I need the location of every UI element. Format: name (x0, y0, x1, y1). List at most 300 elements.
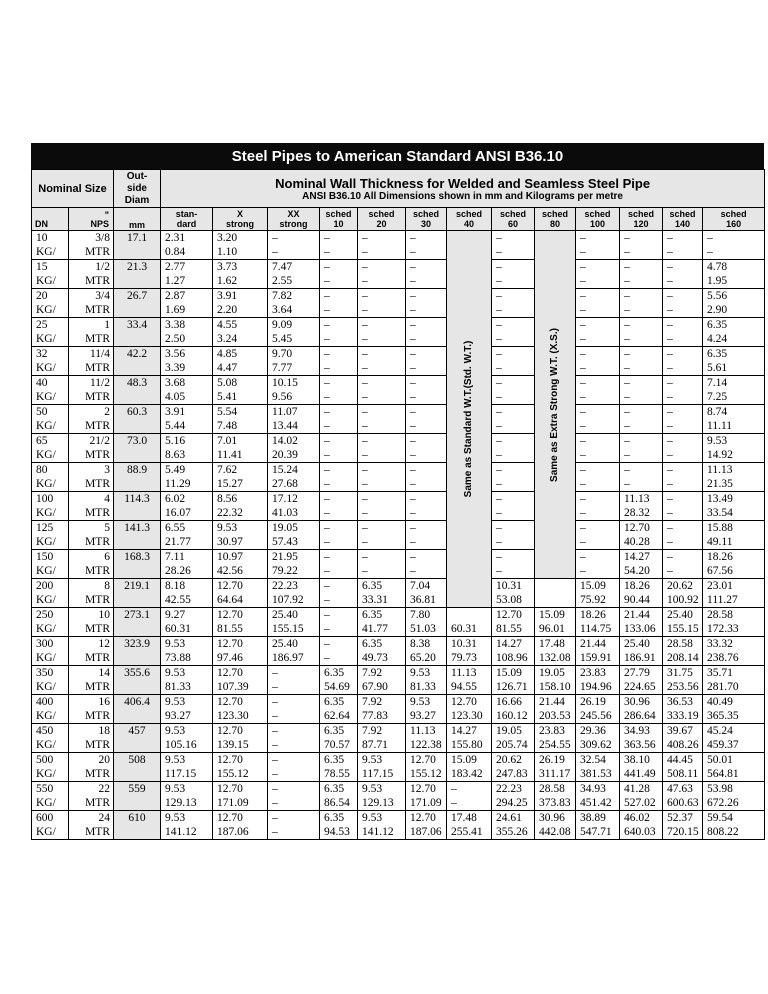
value-cell: – (492, 564, 535, 579)
value-cell: – (320, 260, 358, 275)
nps-header (69, 208, 114, 231)
value-cell: 15.09 (576, 579, 620, 594)
outside-diameter-cell: 610 (114, 811, 161, 840)
value-cell: 4.55 (213, 318, 268, 333)
value-cell: – (576, 332, 620, 347)
dn-cell: 500 (32, 753, 69, 768)
value-cell: – (406, 318, 447, 333)
unit-mtr-cell: MTR (69, 535, 114, 550)
value-cell: 7.92 (358, 695, 406, 710)
value-cell: 29.36 (576, 724, 620, 739)
value-cell: – (320, 492, 358, 507)
dn-cell: 25 (32, 318, 69, 333)
nps-cell: 1/2 (69, 260, 114, 275)
outside-diam-header: Out- side Diam (114, 170, 161, 208)
dn-cell: 300 (32, 637, 69, 652)
value-cell: 183.42 (447, 767, 492, 782)
value-cell: 94.55 (447, 680, 492, 695)
value-cell: – (663, 477, 703, 492)
value-cell: 172.33 (703, 622, 765, 637)
value-cell: – (268, 666, 320, 681)
value-cell: 35.71 (703, 666, 765, 681)
value-cell: 21.77 (161, 535, 213, 550)
value-cell: 6.35 (320, 666, 358, 681)
value-cell: – (663, 332, 703, 347)
value-cell: 47.63 (663, 782, 703, 797)
value-cell: 4.47 (213, 361, 268, 376)
unit-kg-cell: KG/ (32, 448, 69, 463)
value-cell: – (663, 303, 703, 318)
value-cell: 17.48 (535, 637, 576, 652)
value-cell: 2.31 (161, 231, 213, 246)
value-cell: 122.38 (406, 738, 447, 753)
value-cell: – (358, 274, 406, 289)
value-cell: 111.27 (703, 593, 765, 608)
value-cell: – (320, 347, 358, 362)
value-cell: – (320, 593, 358, 608)
unit-kg-cell: KG/ (32, 245, 69, 260)
value-cell: – (320, 405, 358, 420)
value-cell: 9.53 (161, 637, 213, 652)
value-cell: 12.70 (213, 782, 268, 797)
value-cell: – (492, 492, 535, 507)
value-cell: 5.08 (213, 376, 268, 391)
value-cell: 9.53 (406, 695, 447, 710)
value-cell: 11.29 (161, 477, 213, 492)
value-cell: 36.81 (406, 593, 447, 608)
value-cell: 9.53 (161, 695, 213, 710)
unit-mtr-cell: MTR (69, 825, 114, 840)
value-cell: 6.35 (320, 724, 358, 739)
value-cell: – (620, 231, 663, 246)
table-row (32, 637, 765, 652)
value-cell: – (406, 260, 447, 275)
value-cell: – (576, 347, 620, 362)
value-cell: 21.44 (620, 608, 663, 623)
outside-diameter-cell: 33.4 (114, 318, 161, 347)
value-cell: – (576, 390, 620, 405)
nps-cell: 22 (69, 782, 114, 797)
value-cell: – (576, 260, 620, 275)
value-cell: 381.53 (576, 767, 620, 782)
value-cell: 25.40 (620, 637, 663, 652)
value-cell: – (358, 390, 406, 405)
table-row (32, 405, 765, 420)
value-cell: 12.70 (213, 753, 268, 768)
value-cell: 45.24 (703, 724, 765, 739)
value-cell: 117.15 (358, 767, 406, 782)
value-cell: – (320, 608, 358, 623)
value-cell: 67.90 (358, 680, 406, 695)
value-cell: 9.53 (161, 753, 213, 768)
value-cell: – (320, 622, 358, 637)
value-cell: – (320, 550, 358, 565)
value-cell: – (406, 332, 447, 347)
dn-cell: 32 (32, 347, 69, 362)
value-cell: 3.91 (161, 405, 213, 420)
outside-diameter-cell: 17.1 (114, 231, 161, 260)
value-cell: – (320, 332, 358, 347)
value-cell: – (620, 405, 663, 420)
outside-diameter-cell: 48.3 (114, 376, 161, 405)
sched80-band-label: Same as Extra Strong W.T. (X.S.) (549, 327, 560, 482)
value-cell: – (663, 231, 703, 246)
value-cell: – (358, 303, 406, 318)
value-cell: 159.91 (576, 651, 620, 666)
value-cell: – (620, 390, 663, 405)
value-cell: 9.53 (358, 782, 406, 797)
value-cell: 171.09 (213, 796, 268, 811)
dn-cell: 400 (32, 695, 69, 710)
value-cell: – (492, 332, 535, 347)
value-cell: 9.53 (161, 666, 213, 681)
value-cell: 5.16 (161, 434, 213, 449)
value-cell: 32.54 (576, 753, 620, 768)
value-cell: 18.26 (703, 550, 765, 565)
value-cell: 7.62 (213, 463, 268, 478)
sched40-band-label: Same as Standard W.T.(Std. W.T.) (463, 340, 474, 498)
value-cell: 0.84 (161, 245, 213, 260)
nps-cell: 21/2 (69, 434, 114, 449)
value-cell: 1.95 (703, 274, 765, 289)
value-cell: – (406, 506, 447, 521)
value-cell: – (663, 289, 703, 304)
value-cell: 33.32 (703, 637, 765, 652)
value-cell: 3.24 (213, 332, 268, 347)
value-cell: 23.01 (703, 579, 765, 594)
nps-cell: 24 (69, 811, 114, 826)
value-cell: 11.13 (620, 492, 663, 507)
table-body (32, 231, 765, 840)
value-cell: 24.61 (492, 811, 535, 826)
value-cell: – (492, 550, 535, 565)
value-cell: 9.53 (406, 666, 447, 681)
value-cell: 720.15 (663, 825, 703, 840)
value-cell: – (492, 419, 535, 434)
value-cell: – (576, 492, 620, 507)
value-cell: 77.83 (358, 709, 406, 724)
value-cell: 808.22 (703, 825, 765, 840)
nps-cell: 20 (69, 753, 114, 768)
value-cell: 11.13 (703, 463, 765, 478)
table-row (32, 231, 765, 246)
value-cell: – (320, 245, 358, 260)
value-cell: – (576, 376, 620, 391)
unit-kg-cell: KG/ (32, 361, 69, 376)
value-cell: – (492, 448, 535, 463)
value-cell: 15.24 (268, 463, 320, 478)
value-cell: 10.31 (447, 637, 492, 652)
value-cell: 41.77 (358, 622, 406, 637)
value-cell: – (320, 506, 358, 521)
value-cell: 7.01 (213, 434, 268, 449)
col-header: X strong (213, 208, 268, 231)
value-cell: 6.35 (703, 318, 765, 333)
value-cell: 238.76 (703, 651, 765, 666)
dn-cell: 150 (32, 550, 69, 565)
inch-mark: " (104, 210, 109, 220)
value-cell: 141.12 (358, 825, 406, 840)
value-cell: 2.20 (213, 303, 268, 318)
value-cell: 21.95 (268, 550, 320, 565)
value-cell: 15.09 (447, 753, 492, 768)
wall-thickness-subtitle (161, 191, 764, 202)
outside-diameter-cell: 406.4 (114, 695, 161, 724)
value-cell: 247.83 (492, 767, 535, 782)
nps-cell: 3/8 (69, 231, 114, 246)
dn-cell: 450 (32, 724, 69, 739)
value-cell: – (620, 434, 663, 449)
value-cell: – (492, 361, 535, 376)
dn-header (32, 208, 69, 231)
value-cell: 141.12 (161, 825, 213, 840)
value-cell: 30.96 (620, 695, 663, 710)
value-cell: 5.49 (161, 463, 213, 478)
col-header: sched 100 (576, 208, 620, 231)
unit-mtr-cell: MTR (69, 709, 114, 724)
value-cell: – (320, 289, 358, 304)
nps-cell: 4 (69, 492, 114, 507)
value-cell: 15.09 (492, 666, 535, 681)
value-cell: – (358, 332, 406, 347)
value-cell: 28.58 (663, 637, 703, 652)
value-cell: 34.93 (620, 724, 663, 739)
value-cell: 363.56 (620, 738, 663, 753)
value-cell: – (663, 550, 703, 565)
value-cell: 96.01 (535, 622, 576, 637)
outside-diameter-cell: 141.3 (114, 521, 161, 550)
value-cell: 64.64 (213, 593, 268, 608)
value-cell: 3.73 (213, 260, 268, 275)
value-cell: 7.47 (268, 260, 320, 275)
value-cell: 15.27 (213, 477, 268, 492)
table-row (32, 260, 765, 275)
value-cell: 53.08 (492, 593, 535, 608)
value-cell: – (576, 535, 620, 550)
value-cell: 6.35 (320, 811, 358, 826)
value-cell: 93.27 (161, 709, 213, 724)
unit-kg-cell: KG/ (32, 767, 69, 782)
value-cell: – (620, 361, 663, 376)
value-cell: 3.91 (213, 289, 268, 304)
value-cell: – (406, 564, 447, 579)
value-cell: – (576, 274, 620, 289)
mm-header: mm (114, 208, 161, 231)
value-cell: 14.27 (620, 550, 663, 565)
col-header: sched 120 (620, 208, 663, 231)
value-cell: 158.10 (535, 680, 576, 695)
value-cell: 186.97 (268, 651, 320, 666)
value-cell: 9.70 (268, 347, 320, 362)
value-cell: – (576, 231, 620, 246)
sched80-band (535, 231, 576, 579)
nps-cell: 5 (69, 521, 114, 536)
value-cell: 4.24 (703, 332, 765, 347)
value-cell: 12.70 (213, 666, 268, 681)
unit-mtr-cell: MTR (69, 506, 114, 521)
value-cell: 253.56 (663, 680, 703, 695)
value-cell: 4.85 (213, 347, 268, 362)
dn-cell: 10 (32, 231, 69, 246)
value-cell: 12.70 (406, 811, 447, 826)
value-cell: 23.83 (535, 724, 576, 739)
table-title: Steel Pipes to American Standard ANSI B36.10 (31, 143, 764, 169)
value-cell: 3.64 (268, 303, 320, 318)
value-cell: 7.04 (406, 579, 447, 594)
value-cell: – (320, 434, 358, 449)
value-cell: 6.35 (358, 579, 406, 594)
value-cell: – (320, 651, 358, 666)
value-cell: 79.73 (447, 651, 492, 666)
value-cell: 7.48 (213, 419, 268, 434)
value-cell: 441.49 (620, 767, 663, 782)
value-cell: 11.13 (406, 724, 447, 739)
value-cell: – (406, 289, 447, 304)
value-cell: 21.44 (576, 637, 620, 652)
value-cell: 6.35 (358, 608, 406, 623)
value-cell: 13.49 (703, 492, 765, 507)
value-cell: – (320, 463, 358, 478)
value-cell: 3.20 (213, 231, 268, 246)
value-cell: 27.79 (620, 666, 663, 681)
value-cell: 105.16 (161, 738, 213, 753)
value-cell: – (406, 535, 447, 550)
value-cell: – (663, 492, 703, 507)
value-cell: 28.26 (161, 564, 213, 579)
value-cell: – (576, 361, 620, 376)
value-cell: 19.05 (268, 521, 320, 536)
outside-diameter-cell: 273.1 (114, 608, 161, 637)
value-cell: 59.54 (703, 811, 765, 826)
value-cell: 39.67 (663, 724, 703, 739)
value-cell: – (406, 376, 447, 391)
value-cell: – (320, 303, 358, 318)
value-cell: – (358, 289, 406, 304)
dn-cell: 125 (32, 521, 69, 536)
unit-kg-cell: KG/ (32, 419, 69, 434)
unit-mtr-cell: MTR (69, 303, 114, 318)
value-cell: – (406, 463, 447, 478)
value-cell: 17.48 (447, 811, 492, 826)
value-cell: 1.27 (161, 274, 213, 289)
value-cell: 108.96 (492, 651, 535, 666)
dn-label: DN (35, 219, 48, 229)
unit-mtr-cell: MTR (69, 796, 114, 811)
value-cell: – (406, 550, 447, 565)
value-cell: 309.62 (576, 738, 620, 753)
unit-kg-cell: KG/ (32, 796, 69, 811)
value-cell: 41.03 (268, 506, 320, 521)
value-cell: 5.56 (703, 289, 765, 304)
value-cell: – (320, 376, 358, 391)
value-cell: 9.27 (161, 608, 213, 623)
value-cell: 28.58 (535, 782, 576, 797)
dn-cell: 200 (32, 579, 69, 594)
dn-cell: 600 (32, 811, 69, 826)
value-cell: – (406, 448, 447, 463)
value-cell: 186.91 (620, 651, 663, 666)
unit-kg-cell: KG/ (32, 651, 69, 666)
value-cell: 9.53 (161, 782, 213, 797)
value-cell: 16.07 (161, 506, 213, 521)
value-cell: 9.56 (268, 390, 320, 405)
value-cell: 67.56 (703, 564, 765, 579)
value-cell: 255.41 (447, 825, 492, 840)
table-row (32, 579, 765, 594)
value-cell: – (447, 782, 492, 797)
value-cell: 26.19 (576, 695, 620, 710)
unit-mtr-cell: MTR (69, 332, 114, 347)
nps-cell: 14 (69, 666, 114, 681)
value-cell: 40.49 (703, 695, 765, 710)
value-cell: 15.88 (703, 521, 765, 536)
nps-cell: 11/2 (69, 376, 114, 391)
value-cell: 20.39 (268, 448, 320, 463)
dn-cell: 80 (32, 463, 69, 478)
value-cell: – (268, 724, 320, 739)
value-cell: 133.06 (620, 622, 663, 637)
unit-mtr-cell: MTR (69, 738, 114, 753)
dn-cell: 250 (32, 608, 69, 623)
value-cell: – (358, 419, 406, 434)
sched40-band (447, 231, 492, 608)
value-cell: – (406, 361, 447, 376)
table-row (32, 492, 765, 507)
value-cell: – (320, 521, 358, 536)
value-cell: 81.55 (492, 622, 535, 637)
value-cell: 2.90 (703, 303, 765, 318)
unit-kg-cell: KG/ (32, 738, 69, 753)
value-cell: 19.05 (535, 666, 576, 681)
value-cell: 160.12 (492, 709, 535, 724)
value-cell: 60.31 (447, 622, 492, 637)
value-cell: – (320, 535, 358, 550)
outside-diameter-cell: 114.3 (114, 492, 161, 521)
value-cell: 224.65 (620, 680, 663, 695)
value-cell: 373.83 (535, 796, 576, 811)
col-header: sched 20 (358, 208, 406, 231)
value-cell: 86.54 (320, 796, 358, 811)
value-cell: 13.44 (268, 419, 320, 434)
value-cell: – (320, 448, 358, 463)
table-row (32, 289, 765, 304)
value-cell: – (320, 477, 358, 492)
value-cell: – (576, 289, 620, 304)
value-cell: 21.44 (535, 695, 576, 710)
nps-text: NPS (90, 219, 109, 229)
unit-mtr-cell: MTR (69, 593, 114, 608)
value-cell: 52.37 (663, 811, 703, 826)
value-cell (535, 579, 576, 594)
value-cell: 18.26 (576, 608, 620, 623)
value-cell: – (620, 419, 663, 434)
table-row (32, 434, 765, 449)
value-cell: – (576, 477, 620, 492)
value-cell: 54.69 (320, 680, 358, 695)
value-cell: – (663, 535, 703, 550)
outside-diameter-cell: 355.6 (114, 666, 161, 695)
value-cell: – (358, 231, 406, 246)
units-note: All Dimensions shown in mm and Kilograms per metre (361, 191, 623, 202)
value-cell: 6.35 (358, 637, 406, 652)
value-cell: – (620, 245, 663, 260)
value-cell: 3.39 (161, 361, 213, 376)
value-cell: 50.01 (703, 753, 765, 768)
value-cell: – (268, 695, 320, 710)
value-cell: – (406, 303, 447, 318)
value-cell: 25.40 (268, 608, 320, 623)
value-cell: 9.53 (703, 434, 765, 449)
